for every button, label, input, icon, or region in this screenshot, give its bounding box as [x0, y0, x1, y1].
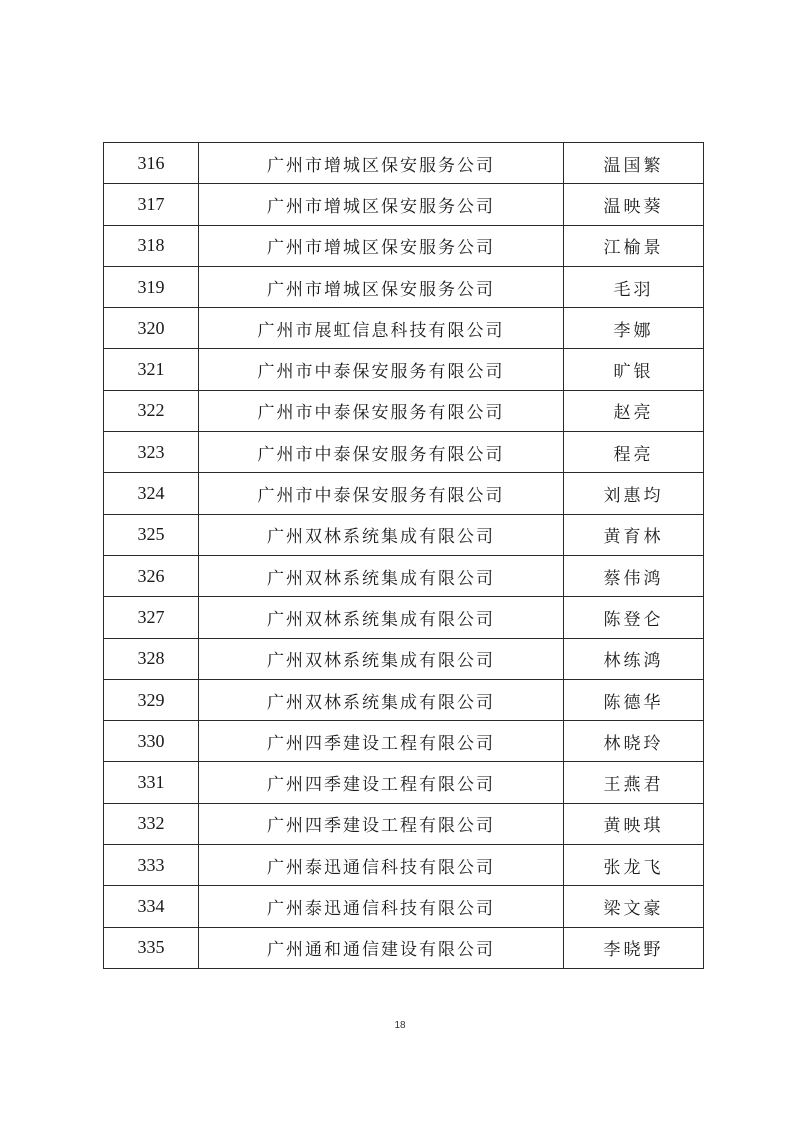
person-name-cell: 温国繁 — [564, 143, 704, 184]
table-row — [104, 597, 704, 638]
table-row — [104, 349, 704, 390]
table-row — [104, 473, 704, 514]
table-row — [104, 390, 704, 431]
person-name-cell: 张龙飞 — [564, 845, 704, 886]
company-cell: 广州市增城区保安服务公司 — [199, 143, 564, 184]
table-row — [104, 266, 704, 307]
roster-table-body — [104, 143, 704, 969]
table-row — [104, 679, 704, 720]
table-row — [104, 514, 704, 555]
table-row — [104, 721, 704, 762]
table-row — [104, 927, 704, 968]
row-number-cell: 320 — [104, 308, 199, 349]
row-number-cell: 334 — [104, 886, 199, 927]
table-row — [104, 143, 704, 184]
company-cell: 广州市增城区保安服务公司 — [199, 266, 564, 307]
person-name-cell: 林练鸿 — [564, 638, 704, 679]
table-row — [104, 432, 704, 473]
person-name-cell: 黄育林 — [564, 514, 704, 555]
company-cell: 广州市中泰保安服务有限公司 — [199, 349, 564, 390]
table-row — [104, 555, 704, 596]
row-number-cell: 332 — [104, 803, 199, 844]
table-row — [104, 845, 704, 886]
company-cell: 广州双林系统集成有限公司 — [199, 679, 564, 720]
table-row — [104, 762, 704, 803]
company-cell: 广州市中泰保安服务有限公司 — [199, 390, 564, 431]
person-name-cell: 温映葵 — [564, 184, 704, 225]
company-cell: 广州双林系统集成有限公司 — [199, 638, 564, 679]
row-number-cell: 331 — [104, 762, 199, 803]
person-name-cell: 蔡伟鸿 — [564, 555, 704, 596]
row-number-cell: 316 — [104, 143, 199, 184]
company-cell: 广州四季建设工程有限公司 — [199, 721, 564, 762]
company-cell: 广州通和通信建设有限公司 — [199, 927, 564, 968]
person-name-cell: 赵亮 — [564, 390, 704, 431]
row-number-cell: 326 — [104, 555, 199, 596]
row-number-cell: 330 — [104, 721, 199, 762]
person-name-cell: 陈登仑 — [564, 597, 704, 638]
company-cell: 广州双林系统集成有限公司 — [199, 514, 564, 555]
company-cell: 广州市中泰保安服务有限公司 — [199, 473, 564, 514]
row-number-cell: 325 — [104, 514, 199, 555]
table-row — [104, 184, 704, 225]
table-row — [104, 225, 704, 266]
table-row — [104, 308, 704, 349]
person-name-cell: 刘惠均 — [564, 473, 704, 514]
company-cell: 广州市中泰保安服务有限公司 — [199, 432, 564, 473]
row-number-cell: 322 — [104, 390, 199, 431]
row-number-cell: 329 — [104, 679, 199, 720]
row-number-cell: 335 — [104, 927, 199, 968]
company-cell: 广州市增城区保安服务公司 — [199, 225, 564, 266]
row-number-cell: 318 — [104, 225, 199, 266]
row-number-cell: 317 — [104, 184, 199, 225]
row-number-cell: 323 — [104, 432, 199, 473]
person-name-cell: 王燕君 — [564, 762, 704, 803]
person-name-cell: 林晓玲 — [564, 721, 704, 762]
row-number-cell: 333 — [104, 845, 199, 886]
company-cell: 广州双林系统集成有限公司 — [199, 597, 564, 638]
row-number-cell: 321 — [104, 349, 199, 390]
row-number-cell: 324 — [104, 473, 199, 514]
page-number: 18 — [394, 1020, 406, 1031]
person-name-cell: 旷银 — [564, 349, 704, 390]
company-cell: 广州市增城区保安服务公司 — [199, 184, 564, 225]
person-name-cell: 毛羽 — [564, 266, 704, 307]
row-number-cell: 327 — [104, 597, 199, 638]
company-cell: 广州泰迅通信科技有限公司 — [199, 845, 564, 886]
person-name-cell: 程亮 — [564, 432, 704, 473]
person-name-cell: 江榆景 — [564, 225, 704, 266]
person-name-cell: 黄映琪 — [564, 803, 704, 844]
table-row — [104, 886, 704, 927]
person-name-cell: 陈德华 — [564, 679, 704, 720]
row-number-cell: 319 — [104, 266, 199, 307]
company-cell: 广州泰迅通信科技有限公司 — [199, 886, 564, 927]
company-cell: 广州双林系统集成有限公司 — [199, 555, 564, 596]
person-name-cell: 李娜 — [564, 308, 704, 349]
roster-table — [103, 142, 704, 969]
company-cell: 广州四季建设工程有限公司 — [199, 762, 564, 803]
company-cell: 广州市展虹信息科技有限公司 — [199, 308, 564, 349]
company-cell: 广州四季建设工程有限公司 — [199, 803, 564, 844]
person-name-cell: 李晓野 — [564, 927, 704, 968]
person-name-cell: 梁文豪 — [564, 886, 704, 927]
row-number-cell: 328 — [104, 638, 199, 679]
table-row — [104, 803, 704, 844]
table-row — [104, 638, 704, 679]
